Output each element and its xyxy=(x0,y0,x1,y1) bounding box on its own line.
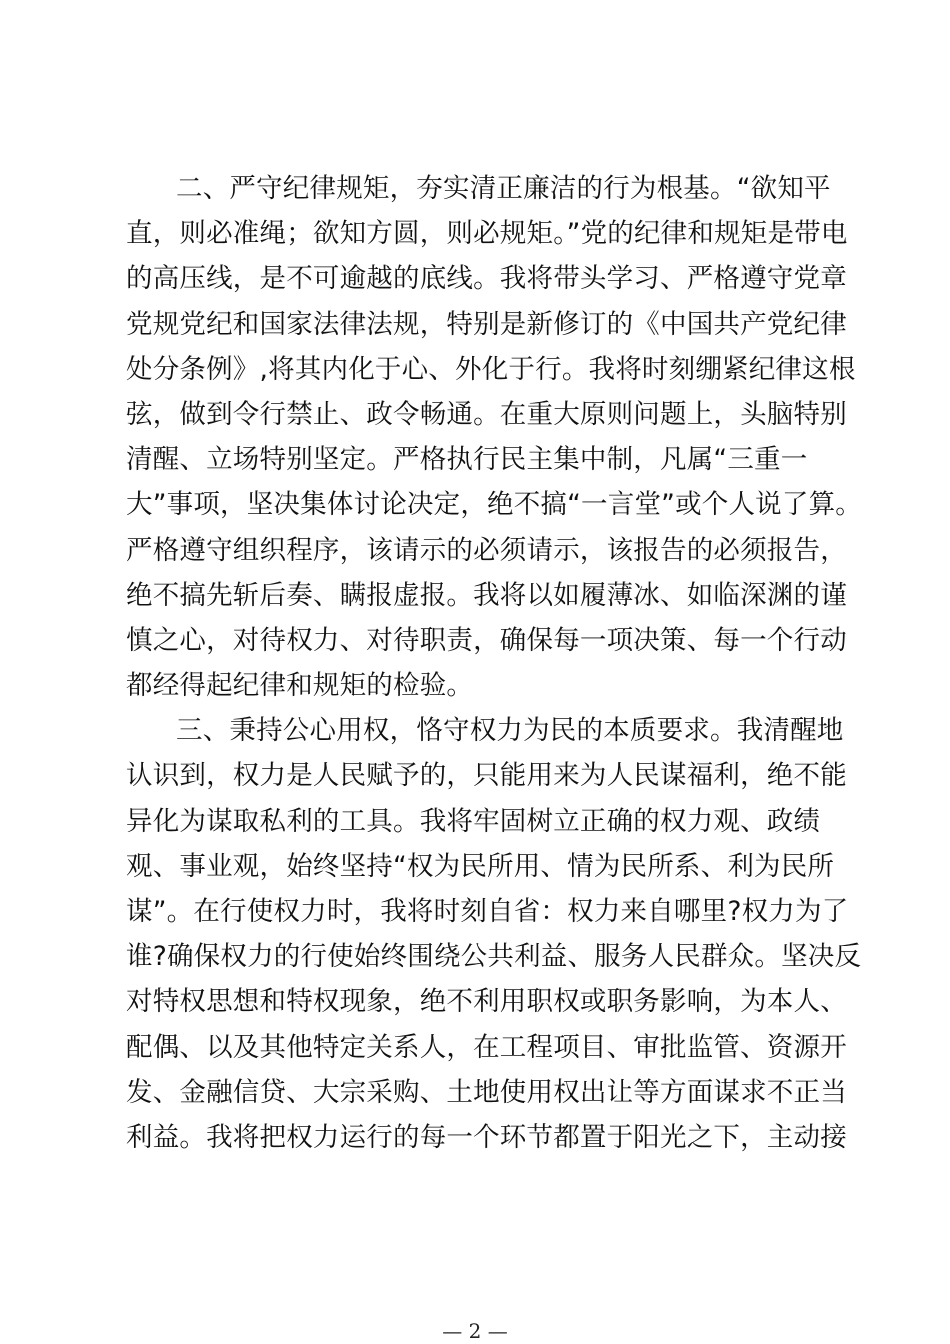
paragraph-line: 观、事业观，始终坚持“权为民所用、情为民所系、利为民所 xyxy=(126,850,835,882)
paragraph-line: 大”事项，坚决集体讨论决定，绝不搞“一言堂”或个人说了算。 xyxy=(126,489,862,521)
paragraph-line: 谁?确保权力的行使始终围绕公共利益、服务人民群众。坚决反 xyxy=(126,941,862,973)
paragraph-line: 处分条例》,将其内化于心、外化于行。我将时刻绷紧纪律这根 xyxy=(126,353,856,385)
page-number: — 2 — xyxy=(442,1319,508,1343)
paragraph-line: 直，则必准绳；欲知方圆，则必规矩。”党的纪律和规矩是带电 xyxy=(126,218,848,250)
paragraph-line: 认识到，权力是人民赋予的，只能用来为人民谋福利，绝不能 xyxy=(126,760,847,792)
paragraph-line: 绝不搞先斩后奏、瞒报虚报。我将以如履薄冰、如临深渊的谨 xyxy=(126,579,847,611)
paragraph-line: 发、金融信贷、大宗采购、土地使用权出让等方面谋求不正当 xyxy=(126,1076,847,1108)
paragraph-line: 弦，做到令行禁止、政令畅通。在重大原则问题上，头脑特别 xyxy=(126,398,847,430)
paragraph-line: 的高压线，是不可逾越的底线。我将带头学习、严格遵守党章 xyxy=(126,263,847,295)
paragraph-line: 二、严守纪律规矩，夯实清正廉洁的行为根基。“欲知平 xyxy=(176,173,831,204)
paragraph-line: 严格遵守组织程序，该请示的必须请示，该报告的必须报告， xyxy=(126,534,847,566)
paragraph-line: 利益。我将把权力运行的每一个环节都置于阳光之下，主动接 xyxy=(126,1121,847,1153)
paragraph-line: 配偶、以及其他特定关系人，在工程项目、审批监管、资源开 xyxy=(126,1031,847,1063)
paragraph-line: 慎之心，对待权力、对待职责，确保每一项决策、每一个行动 xyxy=(126,624,847,656)
paragraph-line: 党规党纪和国家法律法规，特别是新修订的《中国共产党纪律 xyxy=(126,308,847,340)
body-text xyxy=(126,166,862,1160)
paragraph-line: 异化为谋取私利的工具。我将牢固树立正确的权力观、政绩 xyxy=(126,805,821,837)
paragraph-line: 都经得起纪律和规矩的检验。 xyxy=(126,670,474,702)
paragraph-line: 清醒、立场特别坚定。严格执行民主集中制，凡属“三重一 xyxy=(126,444,808,476)
paragraph-line: 三、秉持公心用权，恪守权力为民的本质要求。我清醒地 xyxy=(176,715,844,747)
paragraph-line: 对特权思想和特权现象，绝不利用职权或职务影响，为本人、 xyxy=(126,986,847,1018)
paragraph-line: 谋”。在行使权力时，我将时刻自省：权力来自哪里?权力为了 xyxy=(126,896,849,927)
